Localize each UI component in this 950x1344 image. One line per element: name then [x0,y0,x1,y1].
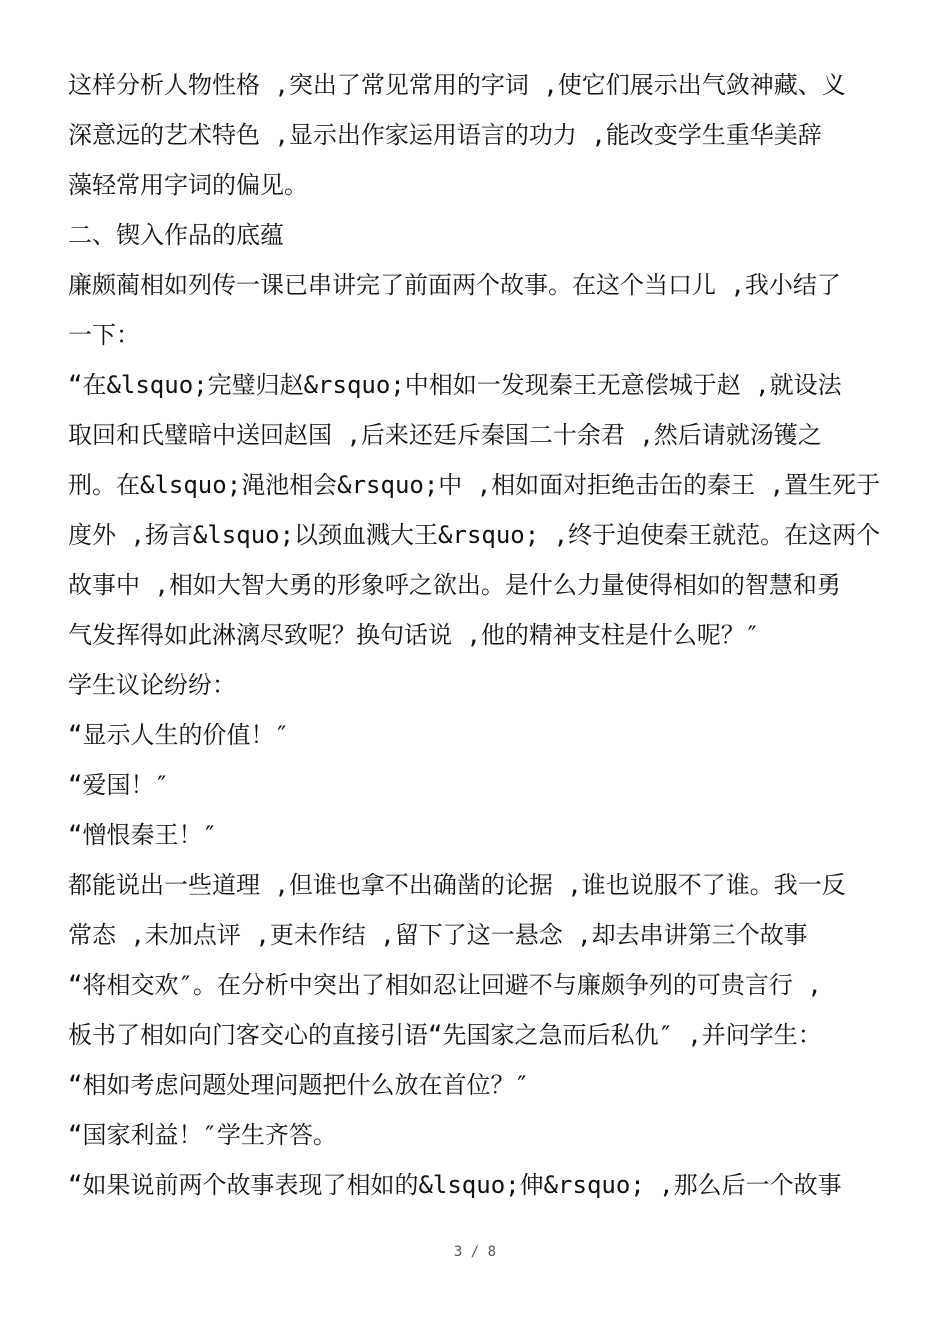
text-line: 深意远的艺术特色 ,显示出作家运用语言的功力 ,能改变学生重华美辞 [68,121,822,149]
text-line: 学生议论纷纷： [68,671,236,699]
text-line: “国家利益！″学生齐答。 [68,1121,337,1149]
text-line: 度外 ,扬言&lsquo;以颈血溅大王&rsquo; ,终于迫使秦王就范。在这两个 [68,521,881,549]
text-line: “憎恨秦王！″ [68,821,217,849]
text-line: 板书了相如向门客交心的直接引语“先国家之急而后私仇″ ,并问学生： [68,1021,822,1049]
page-number: 3 / 8 [453,1244,497,1260]
text-line: 这样分析人物性格 ,突出了常见常用的字词 ,使它们展示出气敛神藏、义 [68,71,846,99]
text-line: 刑。在&lsquo;渑池相会&rsquo;中 ,相如面对拒绝击缶的秦王 ,置生死于 [68,471,881,499]
text-line: “相如考虑问题处理问题把什么放在首位？″ [68,1071,529,1099]
text-line: 都能说出一些道理 ,但谁也拿不出确凿的论据 ,谁也说服不了谁。我一反 [68,871,846,899]
text-line: “显示人生的价值！″ [68,721,289,749]
text-line: “将相交欢″。在分析中突出了相如忍让回避不与廉颇争列的可贵言行 , [68,971,822,999]
text-line: 藻轻常用字词的偏见。 [68,171,308,199]
text-line: 故事中 ,相如大智大勇的形象呼之欲出。是什么力量使得相如的智慧和勇 [68,571,841,599]
text-line: “如果说前两个故事表现了相如的&lsquo;伸&rsquo; ,那么后一个故事 [68,1171,842,1199]
text-line: “爱国！″ [68,771,169,799]
section-heading: 二、锲入作品的底蕴 [68,221,284,249]
document-body [68,60,888,1210]
text-line: 一下： [68,321,140,349]
text-line: “在&lsquo;完璧归赵&rsquo;中相如一发现秦王无意偿城于赵 ,就设法 [68,371,842,399]
text-line: 常态 ,未加点评 ,更未作结 ,留下了这一悬念 ,却去串讲第三个故事 [68,921,808,949]
text-line: 廉颇蔺相如列传一课已串讲完了前面两个故事。在这个当口儿 ,我小结了 [68,271,841,299]
text-line: 取回和氏璧暗中送回赵国 ,后来还廷斥秦国二十余君 ,然后请就汤镬之 [68,421,822,449]
text-line: 气发挥得如此淋漓尽致呢？换句话说 ,他的精神支柱是什么呢？″ [68,621,760,649]
